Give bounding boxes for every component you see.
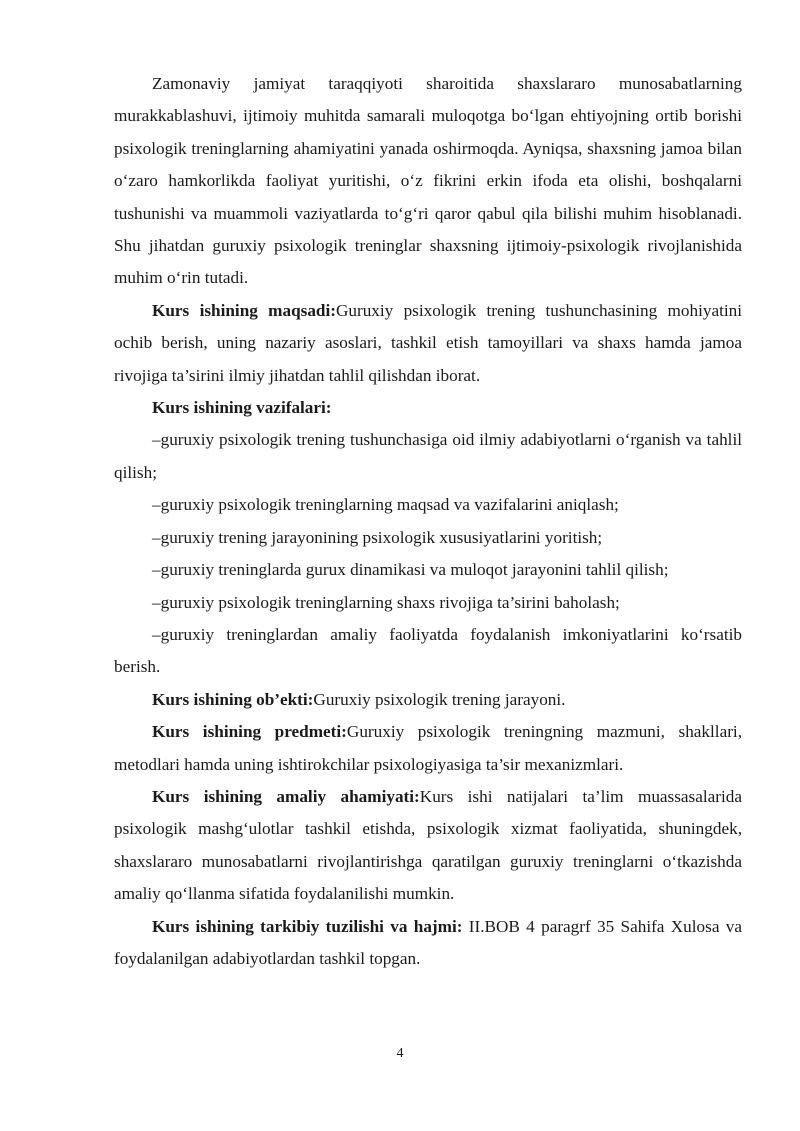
practical-paragraph [114,781,742,911]
page-number: 4 [396,1046,404,1061]
practical-heading: Kurs ishining amaliy ahamiyati: [152,786,420,806]
object-text: Guruxiy psixologik trening jarayoni. [313,689,566,709]
task-item-4: –guruxiy treninglarda gurux dinamikasi va muloqot jarayonini tahlil qilish; [152,560,669,580]
tasks-heading-paragraph [114,392,742,424]
task-item-1: –guruxiy psixologik trening tushunchasiga oid ilmiy adabiyotlarni o‘rganish va tahlil qilish; [114,430,742,482]
intro-paragraph: Zamonaviy jamiyat taraqqiyoti sharoitida shaxslararo munosabatlarning murakkablashuvi, ijtimoiy muhitda samarali muloqotga bo‘lgan ehtiyojning ortib borishi psixologik treninglarning ahamiyatini yanada oshirmoqda. Ayniqsa, shaxsning jamoa bilan o‘zaro hamkorlikda faoliyat yuritishi, o‘z fikrini erkin ifoda eta olishi, boshqalarni tushunishi va muammoli vaziyatlarda to‘g‘ri qaror qabul qila bilishi muhim hisoblanadi. Shu jihatdan guruxiy psixologik treninglar shaxsning ijtimoiy-psixologik rivojlanishida muhim o‘rin tutadi. [114,74,742,288]
subject-heading: Kurs ishining predmeti: [152,722,347,742]
structure-paragraph [114,911,742,976]
structure-heading: Kurs ishining tarkibiy tuzilishi va hajmi: [152,916,463,936]
task-item-5: –guruxiy psixologik treninglarning shaxs rivojiga ta’sirini baholash; [152,592,620,612]
goal-heading: Kurs ishining maqsadi: [152,300,336,320]
task-item-6: –guruxiy treninglardan amaliy faoliyatda foydalanish imkoniyatlarini ko‘rsatib berish. [114,624,742,677]
task-item-2: –guruxiy psixologik treninglarning maqsad va vazifalarini aniqlash; [152,495,619,515]
tasks-heading: Kurs ishining vazifalari: [152,398,332,418]
subject-text: Guruxiy psixologik treningning mazmuni, shakllari, metodlari hamda uning ishtirokchilar psixologiyasiga ta’sir mexanizmlari. [114,722,743,774]
practical-text: Kurs ishi natijalari ta’lim muassasalarida psixologik mashg‘ulotlar tashkil etishda, psixologik xizmat faoliyatida, shuningdek, shaxslararo munosabatlarni rivojlantirishga qaratilgan guruxiy treninglarni o‘tkazishda amaliy qo‘llanma sifatida foydalanilishi mumkin. [114,786,742,904]
object-heading: Kurs ishining ob’ekti: [152,689,314,709]
task-item-3: –guruxiy trening jarayonining psixologik xususiyatlarini yoritish; [152,527,603,547]
goal-paragraph [114,295,742,392]
subject-paragraph [114,716,742,781]
object-paragraph [114,684,742,716]
goal-text: Guruxiy psixologik trening tushunchasining mohiyatini ochib berish, uning nazariy asoslari, tashkil etish tamoyillari va shaxs hamda jamoa rivojiga ta’sirini ilmiy jihatdan tahlil qilishdan iborat. [114,300,742,385]
structure-text: II.BOB 4 paragrf 35 Sahifa Xulosa va foydalanilgan adabiyotlardan tashkil topgan. [114,916,742,968]
page-body [114,68,742,975]
